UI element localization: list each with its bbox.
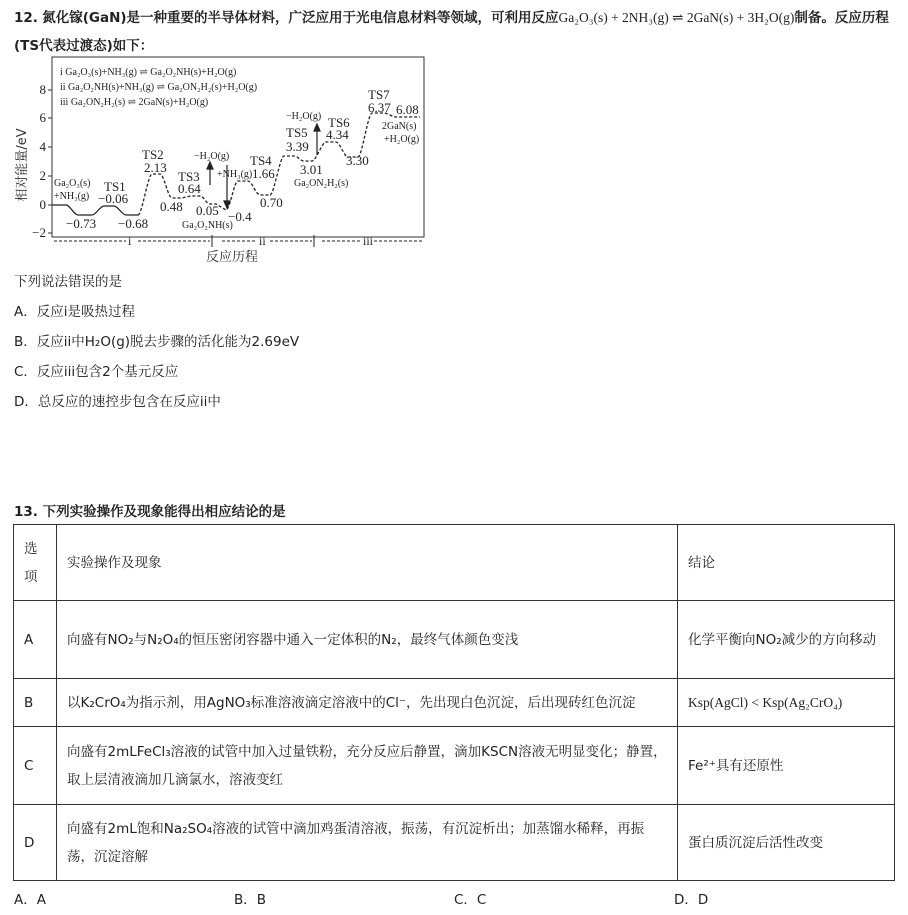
- row-option: A: [14, 601, 57, 679]
- energy-value: 1.66: [252, 166, 275, 181]
- energy-value: 0.48: [160, 199, 183, 214]
- row-operation: 向盛有2mLFeCl₃溶液的试管中加入过量铁粉，充分反应后静置，滴加KSCN溶液无明显变化；静置，取上层清液滴加几滴氯水，溶液变红: [57, 727, 678, 805]
- legend-entry: i Ga₂O₃(s)+NH₃(g) ⇌ Ga₂O₂NH(s)+H₂O(g): [60, 67, 237, 78]
- y-axis-label: 相对能量/eV: [15, 128, 30, 202]
- ts-label: TS1: [104, 179, 126, 194]
- species-end-2: +H₂O(g): [384, 134, 420, 145]
- row-operation: 向盛有2mL饱和Na₂SO₄溶液的试管中滴加鸡蛋清溶液，振荡，有沉淀析出；加蒸馏水稀释，再振荡，沉淀溶解: [57, 805, 678, 881]
- legend-entry: iii Ga₂ON₂H₂(s) ⇌ 2GaN(s)+H₂O(g): [60, 97, 209, 108]
- energy-value: 0.64: [178, 181, 201, 196]
- ytick: 4: [39, 139, 46, 154]
- row-option: B: [14, 679, 57, 727]
- header-conclusion: 结论: [678, 525, 895, 601]
- profile-stage-i: [52, 205, 138, 215]
- ts-label: TS4: [250, 153, 272, 168]
- option-c[interactable]: C．反应iii包含2个基元反应: [14, 364, 179, 380]
- table-row: [14, 679, 895, 727]
- stage-label-ii: ii: [259, 234, 266, 248]
- label-plus-nh3: +NH₃(g): [217, 169, 253, 180]
- legend-entry: ii Ga₂O₂NH(s)+NH₃(g) ⇌ Ga₂ON₂H₂(s)+H₂O(g): [60, 82, 258, 93]
- experiment-table: [13, 524, 895, 881]
- table-row: [14, 601, 895, 679]
- species-ga2o2nh: Ga₂O₂NH(s): [182, 220, 233, 231]
- table-row: [14, 805, 895, 881]
- option-a[interactable]: A．反应i是吸热过程: [14, 304, 135, 320]
- energy-value: 0.70: [260, 195, 283, 210]
- stem-part-a: 氮化镓(GaN)是一种重要的半导体材料，广泛应用于光电信息材料等领域，可利用反应: [42, 10, 559, 26]
- ts-label: TS5: [286, 125, 308, 140]
- row-conclusion: 蛋白质沉淀后活性改变: [678, 805, 895, 881]
- energy-value: 3.30: [346, 153, 369, 168]
- question-12-stem: [14, 4, 898, 60]
- stage-label-iii: iii: [363, 234, 374, 248]
- energy-value: −0.4: [228, 209, 252, 224]
- ts-label: TS2: [142, 147, 164, 162]
- option-b[interactable]: B．反应ii中H₂O(g)脱去步骤的活化能为2.69eV: [14, 334, 300, 350]
- answer-d[interactable]: D．D: [674, 892, 709, 908]
- table-row: [14, 727, 895, 805]
- reaction-equation: Ga₂O₃(s) + 2NH₃(g) ⇌ 2GaN(s) + 3H₂O(g): [558, 10, 795, 25]
- row-conclusion: Fe²⁺具有还原性: [678, 727, 895, 805]
- question-13-title: 13. 下列实验操作及现象能得出相应结论的是: [14, 504, 286, 520]
- species-ga2on2h2: Ga₂ON₂H₂(s): [294, 178, 349, 189]
- energy-value: −0.68: [118, 216, 149, 231]
- energy-value: −0.73: [66, 216, 97, 231]
- label-minus-h2o-1: −H₂O(g): [194, 151, 230, 162]
- header-option: 选项: [14, 525, 57, 601]
- energy-value: 6.37: [368, 100, 391, 115]
- row-option: D: [14, 805, 57, 881]
- table-header-row: [14, 525, 895, 601]
- species-start-1: Ga₂O₃(s): [54, 178, 91, 189]
- answer-b[interactable]: B．B: [234, 892, 267, 908]
- answer-a[interactable]: A．A: [14, 892, 46, 908]
- x-axis-label: 反应历程: [205, 250, 259, 265]
- energy-value: 3.39: [286, 139, 309, 154]
- ytick: 0: [39, 197, 46, 212]
- option-d[interactable]: D．总反应的速控步包含在反应ii中: [14, 394, 221, 410]
- energy-value: 0.05: [196, 203, 219, 218]
- stage-label-i: i: [128, 234, 132, 248]
- ytick: 2: [39, 168, 46, 183]
- row-conclusion: 化学平衡向NO₂减少的方向移动: [678, 601, 895, 679]
- ts-label: TS3: [178, 169, 200, 184]
- energy-value: 2.13: [144, 160, 167, 175]
- row-operation: 向盛有NO₂与N₂O₄的恒压密闭容器中通入一定体积的N₂，最终气体颜色变浅: [57, 601, 678, 679]
- energy-diagram: [12, 55, 432, 267]
- energy-value: 6.08: [396, 102, 419, 117]
- energy-value: 3.01: [300, 162, 323, 177]
- ytick: 8: [39, 82, 46, 97]
- row-conclusion: Ksp(AgCl) < Ksp(Ag₂CrO₄): [678, 679, 895, 727]
- label-minus-h2o-2: −H₂O(g): [286, 111, 322, 122]
- energy-value: −0.06: [98, 191, 129, 206]
- ts-label: TS6: [328, 115, 350, 130]
- ytick: −2: [32, 225, 46, 240]
- species-start-2: +NH₃(g): [54, 191, 90, 202]
- row-operation: 以K₂CrO₄为指示剂，用AgNO₃标准溶液滴定溶液中的Cl⁻，先出现白色沉淀，后出现砖红色沉淀: [57, 679, 678, 727]
- question-prompt: 下列说法错误的是: [14, 274, 122, 290]
- species-end-1: 2GaN(s): [382, 121, 417, 132]
- energy-value: 4.34: [326, 127, 349, 142]
- ytick: 6: [39, 110, 46, 125]
- ts-label: TS7: [368, 87, 390, 102]
- stem-part-b: 制备。反应历程(TS代表过渡态)如下：: [14, 10, 889, 54]
- row-option: C: [14, 727, 57, 805]
- question-number: 12.: [14, 10, 38, 26]
- header-operation: 实验操作及现象: [57, 525, 678, 601]
- answer-c[interactable]: C．C: [454, 892, 487, 908]
